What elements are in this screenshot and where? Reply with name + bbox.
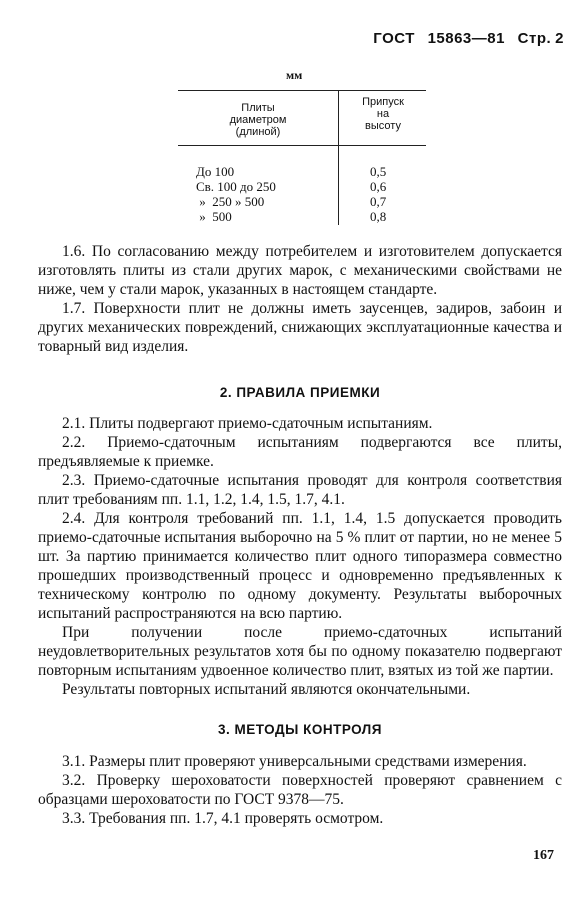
paragraph-2-4-final: Результаты повторных испытаний являются окончательными. [62, 681, 471, 698]
header-page-label: Стр. [517, 30, 552, 47]
table-unit: мм [286, 68, 303, 82]
table-header-size [188, 102, 328, 138]
allowance-table [178, 90, 426, 225]
table-cell-allowance: 0,7 [370, 194, 387, 209]
section3-body [38, 752, 562, 828]
section1-tail [38, 242, 562, 356]
paragraph-3-3: 3.3. Требования пп. 1.7, 4.1 проверять осмотром. [62, 810, 384, 827]
paragraph-1-7: 1.7. Поверхности плит не должны иметь заусенцев, задиров, забоин и других механических повреждений, снижающих эксплуатационные качества и товарный вид изделия. [38, 300, 562, 355]
table-header-allowance [343, 96, 423, 132]
paragraph-2-1: 2.1. Плиты подвергают приемо-сдаточным испытаниям. [62, 415, 433, 432]
paragraph-2-4: 2.4. Для контроля требований пп. 1.1, 1.4, 1.5 допускается проводить приемо-сдаточные испытания выборочно на 5 % плит от партии, но не менее 5 шт. За партию принимается количество плит одного типоразмера совместно прошедших производственный процесс и одновременно предъявленных к техническому контролю по одному документу. Результаты выборочных испытаний распространяются на всю партию. [38, 510, 562, 622]
header-line: диаметром [229, 114, 287, 126]
header-line: высоту [365, 120, 401, 132]
section2-body [38, 414, 562, 699]
paragraph-2-2: 2.2. Приемо-сдаточным испытаниям подвергаются все плиты, предъявляемые к приемке. [38, 434, 562, 470]
header-standard-number: 15863—81 [427, 30, 505, 47]
section-2-title: 2. ПРАВИЛА ПРИЕМКИ [219, 385, 381, 400]
table-cell-allowance: 0,6 [370, 179, 387, 194]
section-3-title: 3. МЕТОДЫ КОНТРОЛЯ [218, 722, 382, 737]
table-top-rule [178, 90, 426, 91]
table-cell-size: Св. 100 до 250 [196, 179, 276, 194]
paragraph-1-6: 1.6. По согласованию между потребителем и изготовителем допускается изготовлять плиты из стали других марок, с механическими свойствами не ниже, чем у стали марок, указанных в настоящем стандарте. [38, 243, 562, 298]
paragraph-3-2: 3.2. Проверку шероховатости поверхностей проверяют сравнением с образцами шероховатости по ГОСТ 9378—75. [38, 772, 562, 808]
header-line: (длиной) [235, 126, 281, 138]
paragraph-3-1: 3.1. Размеры плит проверяют универсальными средствами измерения. [62, 753, 527, 770]
table-cell-allowance: 0,8 [370, 209, 387, 224]
table-cell-size: » 500 [196, 209, 232, 224]
table-cell-size: До 100 [196, 164, 235, 179]
page-header [373, 30, 564, 47]
table-cell-size: » 250 » 500 [196, 194, 265, 209]
table-column-divider [338, 90, 339, 225]
page-number: 167 [533, 848, 554, 863]
header-line: Плиты [241, 102, 275, 114]
header-gost: ГОСТ [373, 30, 415, 47]
paragraph-2-3: 2.3. Приемо-сдаточные испытания проводят для контроля соответствия плит требованиям пп. 1.1, 1.2, 1.4, 1.5, 1.7, 4.1. [38, 472, 562, 508]
paragraph-2-4-retest: При получении после приемо-сдаточных испытаний неудовлетворительных результатов хотя бы по одному показателю подвергают повторным испытаниям удвоенное количество плит, взятых из той же партии. [38, 624, 562, 679]
table-size-column [196, 164, 276, 224]
table-cell-allowance: 0,5 [370, 164, 387, 179]
header-line: на [376, 108, 390, 120]
header-line: Припуск [362, 96, 404, 108]
table-header-rule [178, 145, 426, 146]
table-allowance-column [370, 164, 386, 224]
header-page: 2 [555, 30, 564, 47]
